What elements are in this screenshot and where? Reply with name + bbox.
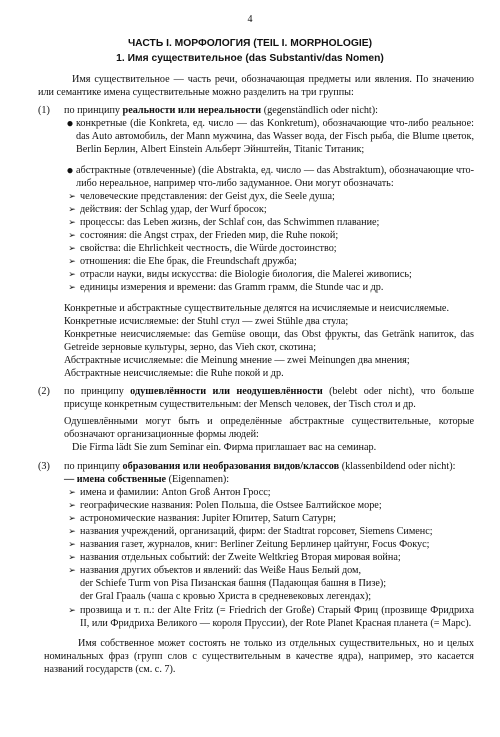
animate-paragraph: Одушевлёнными могут быть и определённые абстрактные существительные, которые обозначают организационные формы людей: <box>64 416 474 441</box>
section-heading: по принципу реальности или нереальности (gegenständlich oder nicht): <box>64 105 378 117</box>
section-number: (2) <box>38 386 50 398</box>
list-item: ➢ состояния: die Angst страх, der Frieden мир, die Ruhe покой; <box>64 229 474 242</box>
bullet-text: конкретные (die Konkreta, ед. число — das Konkretum), обозначающие что-либо реальное: das Auto автомобиль, der Mann мужчина, das Wasser вода, der Fisch рыба, die Blume цветок, Berlin Берлин, Albert Einstein Альберт Эйнштейн, Titanic Титаник; <box>76 118 474 156</box>
closing-paragraph: Имя собственное может состоять не только из отдельных существительных, но и целых номинальных фраз (групп слов с существительным в качестве ядра), например, это касается названий государств (см. с. 7). <box>44 637 474 675</box>
intro-paragraph: Имя существительное — часть речи, обозначающая предметы или явления. По значению или семантике имена существительные можно разделить на три группы: <box>38 74 474 99</box>
arrow-icon: ➢ <box>68 526 76 536</box>
list-item: ➢ названия учреждений, организаций, фирм: der Stadtrat горсовет, Siemens Сименс; <box>64 525 474 538</box>
list-item: ➢ названия газет, журналов, книг: Berliner Zeitung Берлинер цайтунг, Focus Фокус; <box>64 538 474 551</box>
list-item: ➢ свойства: die Ehrlichkeit честность, die Würde достоинство; <box>64 242 474 255</box>
list-item: ➢ названия других объектов и явлений: das Weiße Haus Белый дом, <box>64 564 474 577</box>
arrow-icon: ➢ <box>68 512 76 523</box>
arrow-icon: ➢ <box>68 552 76 563</box>
section-1 <box>38 104 474 380</box>
arrow-icon: ➢ <box>68 269 76 280</box>
list-item: ➢ процессы: das Leben жизнь, der Schlaf сон, das Schwimmen плавание; <box>64 216 474 229</box>
arrow-icon: ➢ <box>68 243 76 254</box>
chapter-title: 1. Имя существительное (das Substantiv/das Nomen) <box>116 53 384 64</box>
list-item: ➢ географические названия: Polen Польша, die Ostsee Балтийское море; <box>64 499 474 512</box>
list-item: ➢ действия: der Schlag удар, der Wurf бросок; <box>64 203 474 216</box>
countable-paragraph: Абстрактные исчисляемые: die Meinung мнение — zwei Meinungen два мнения; <box>64 354 410 366</box>
section-3 <box>38 460 474 630</box>
part-title: ЧАСТЬ I. МОРФОЛОГИЯ (TEIL I. MORPHOLOGIE) <box>127 38 373 49</box>
page-number: 4 <box>247 14 253 25</box>
arrow-icon: ➢ <box>68 256 76 267</box>
section-body <box>64 104 474 380</box>
section-number: (1) <box>38 105 50 117</box>
section-body <box>64 385 474 454</box>
bullet-icon: ● <box>66 116 74 131</box>
arrow-icon: ➢ <box>68 486 76 497</box>
list-item: ➢ единицы измерения и времени: das Gramm грамм, die Stunde час и др. <box>64 281 474 294</box>
bullet-konkret <box>64 117 474 156</box>
arrow-icon: ➢ <box>68 282 76 293</box>
abstract-list <box>64 190 474 295</box>
arrow-icon: ➢ <box>68 190 76 201</box>
list-item: ➢ астрономические названия: Jupiter Юпитер, Saturn Сатурн; <box>64 512 474 525</box>
arrow-icon: ➢ <box>68 499 76 510</box>
bullet-abstrakt <box>64 164 474 190</box>
list-item: ➢ отрасли науки, виды искусства: die Biologie биология, die Malerei живопись; <box>64 268 474 281</box>
list-continuation: der Schiefe Turm von Pisa Пизанская башня (Падающая башня в Пизе); <box>80 578 387 590</box>
countable-paragraph: Конкретные исчисляемые: der Stuhl стул — zwei Stühle два стула; <box>64 315 349 327</box>
list-item: ➢ прозвища и т. п.: der Alte Fritz (= Friedrich der Große) Старый Фриц (прозвище Фридриха II, или Фридриха Великого — короля Пруссии), der Rote Planet Красная планета (= Марс). <box>64 604 474 630</box>
section-number: (3) <box>38 460 50 472</box>
proper-names-list-end <box>64 604 474 630</box>
arrow-icon: ➢ <box>68 230 76 241</box>
list-item: ➢ человеческие представления: der Geist дух, die Seele душа; <box>64 190 474 203</box>
page-content <box>38 73 474 676</box>
section-heading: по принципу одушевлённости или неодушевлённости (belebt oder nicht), что больше присуще конкретным существительным: der Mensch человек, der Tisch стол и др. <box>64 386 474 411</box>
bullet-text: абстрактные (отвлеченные) (die Abstrakta, ед. число — das Abstraktum), обозначающие что-либо нереальное, например что-либо задуманное. Они могут обозначать: <box>76 164 474 189</box>
arrow-icon: ➢ <box>68 203 76 214</box>
arrow-icon: ➢ <box>68 604 76 615</box>
example-sentence: Die Firma lädt Sie zum Seminar ein. Фирма приглашает вас на семинар. <box>72 442 377 454</box>
countable-paragraph: Конкретные и абстрактные существительные делятся на исчисляемые и неисчисляемые. <box>64 302 450 314</box>
countable-paragraph: Абстрактные неисчисляемые: die Ruhe покой и др. <box>64 367 284 379</box>
countable-paragraph: Конкретные неисчисляемые: das Gemüse овощи, das Obst фрукты, das Getränk напиток, das Getreide зерновые культуры, зерно, das Vieh скот, скотина; <box>64 328 474 353</box>
list-item: ➢ отношения: die Ehe брак, die Freundschaft дружба; <box>64 255 474 268</box>
bullet-icon: ● <box>66 162 74 177</box>
arrow-icon: ➢ <box>68 539 76 550</box>
section-heading: по принципу образования или необразования видов/классов (klassenbildend oder nicht): <box>64 460 456 472</box>
list-item: ➢ названия отдельных событий: der Zweite Weltkrieg Вторая мировая война; <box>64 551 474 564</box>
section-2 <box>38 385 474 454</box>
subheading-proper-names: — имена собственные (Eigennamen): <box>64 473 230 485</box>
section-body <box>64 460 474 630</box>
arrow-icon: ➢ <box>68 565 76 576</box>
list-continuation: der Gral Грааль (чаша с кровью Христа в средневековых легендах); <box>80 591 372 603</box>
proper-names-list <box>64 486 474 578</box>
list-item: ➢ имена и фамилии: Anton Groß Антон Гросс; <box>64 486 474 499</box>
arrow-icon: ➢ <box>68 216 76 227</box>
